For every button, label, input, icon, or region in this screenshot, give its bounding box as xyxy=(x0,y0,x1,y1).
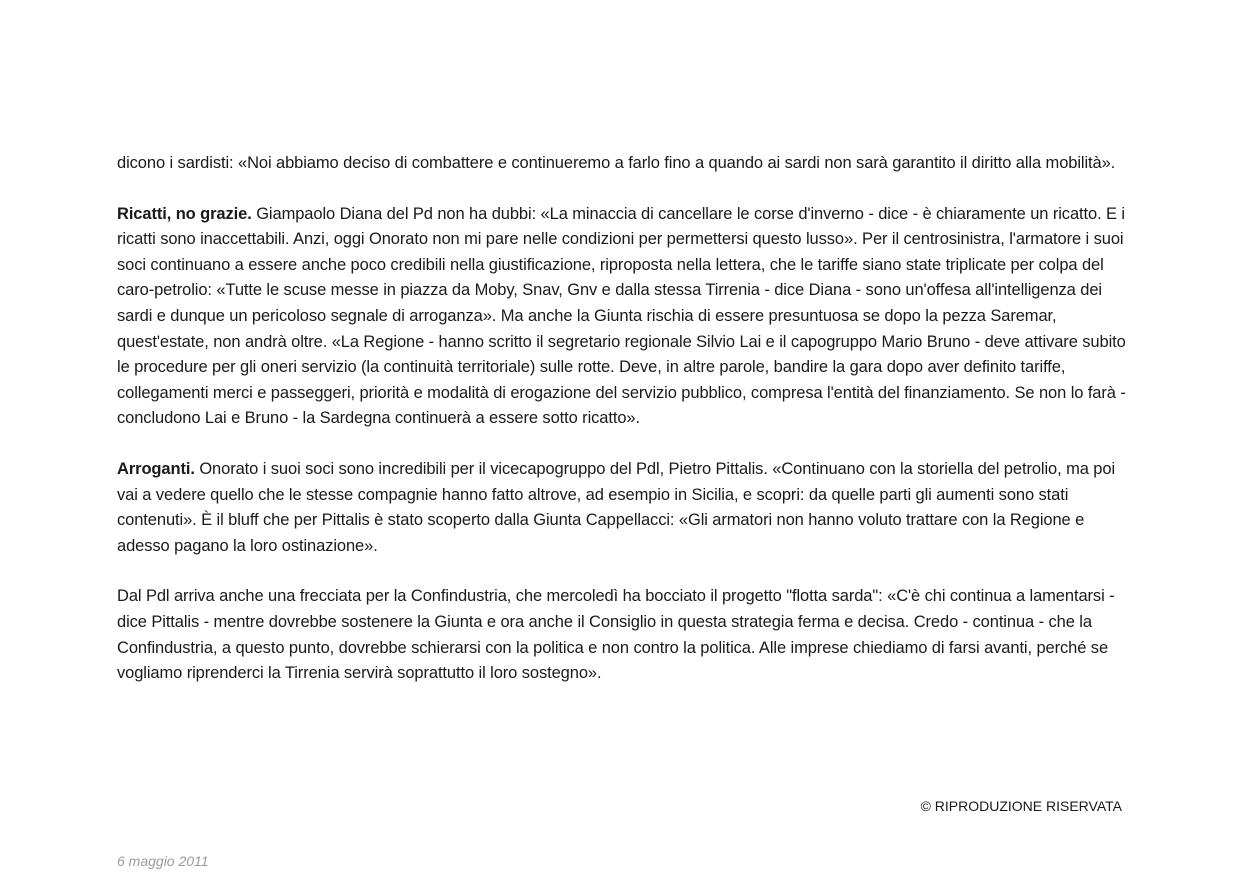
publication-date: 6 maggio 2011 xyxy=(117,853,209,869)
paragraph-lead: Arroganti. xyxy=(117,459,195,478)
article-body xyxy=(117,151,1127,712)
paragraph-2 xyxy=(117,202,1127,432)
paragraph-text: Giampaolo Diana del Pd non ha dubbi: «La minaccia di cancellare le corse d'inverno - dice - è chiaramente un ricatto. E i ricatti sono inaccettabili. Anzi, oggi Onorato non mi pare nelle condizioni per permettersi questo lusso». Per il centrosinistra, l'armatore i suoi soci continuano a essere anche poco credibili nella giustificazione, riproposta nella lettera, che le tariffe siano state triplicate per colpa del caro-petrolio: «Tutte le scuse messe in piazza da Moby, Snav, Gnv e dalla stessa Tirrenia - dice Diana - sono un'offesa all'intelligenza dei sardi e dunque un pericoloso segnale di arroganza». Ma anche la Giunta rischia di essere presuntuosa se dopo la pezza Saremar, quest'estate, non andrà oltre. «La Regione - hanno scritto il segretario regionale Silvio Lai e il capogruppo Mario Bruno - deve attivare subito le procedure per gli oneri servizio (la continuità territoriale) sulle rotte. Deve, in altre parole, bandire la gara dopo aver definito tariffe, collegamenti merci e passeggeri, priorità e modalità di erogazione del servizio pubblico, compresa l'entità del finanziamento. Se non lo farà - concludono Lai e Bruno - la Sardegna continuerà a essere sotto ricatto». xyxy=(117,204,1126,428)
paragraph-text: Onorato i suoi soci sono incredibili per il vicecapogruppo del Pdl, Pietro Pittalis. «Continuano con la storiella del petrolio, ma poi vai a vedere quello che le stesse compagnie hanno fatto altrove, ad esempio in Sicilia, e scopri: da quelle parti gli aumenti sono stati contenuti». È il bluff che per Pittalis è stato scoperto dalla Giunta Cappellacci: «Gli armatori non hanno voluto trattare con la Regione e adesso pagano la loro ostinazione». xyxy=(117,459,1116,555)
paragraph-4 xyxy=(117,584,1127,686)
paragraph-text: dicono i sardisti: «Noi abbiamo deciso di combattere e continueremo a farlo fino a quando ai sardi non sarà garantito il diritto alla mobilità». xyxy=(117,154,1116,172)
paragraph-text: Dal Pdl arriva anche una frecciata per la Confindustria, che mercoledì ha bocciato il progetto "flotta sarda": «C'è chi continua a lamentarsi - dice Pittalis - mentre dovrebbe sostenere la Giunta e ora anche il Consiglio in questa strategia ferma e decisa. Credo - continua - che la Confindustria, a questo punto, dovrebbe schierarsi con la politica e non contro la politica. Alle imprese chiediamo di farsi avanti, perché se vogliamo riprenderci la Tirrenia servirà soprattutto il loro sostegno». xyxy=(117,587,1115,683)
paragraph-3 xyxy=(117,457,1127,559)
paragraph-1 xyxy=(117,151,1127,177)
paragraph-lead: Ricatti, no grazie. xyxy=(117,204,252,223)
copyright-notice: © RIPRODUZIONE RISERVATA xyxy=(920,798,1122,814)
